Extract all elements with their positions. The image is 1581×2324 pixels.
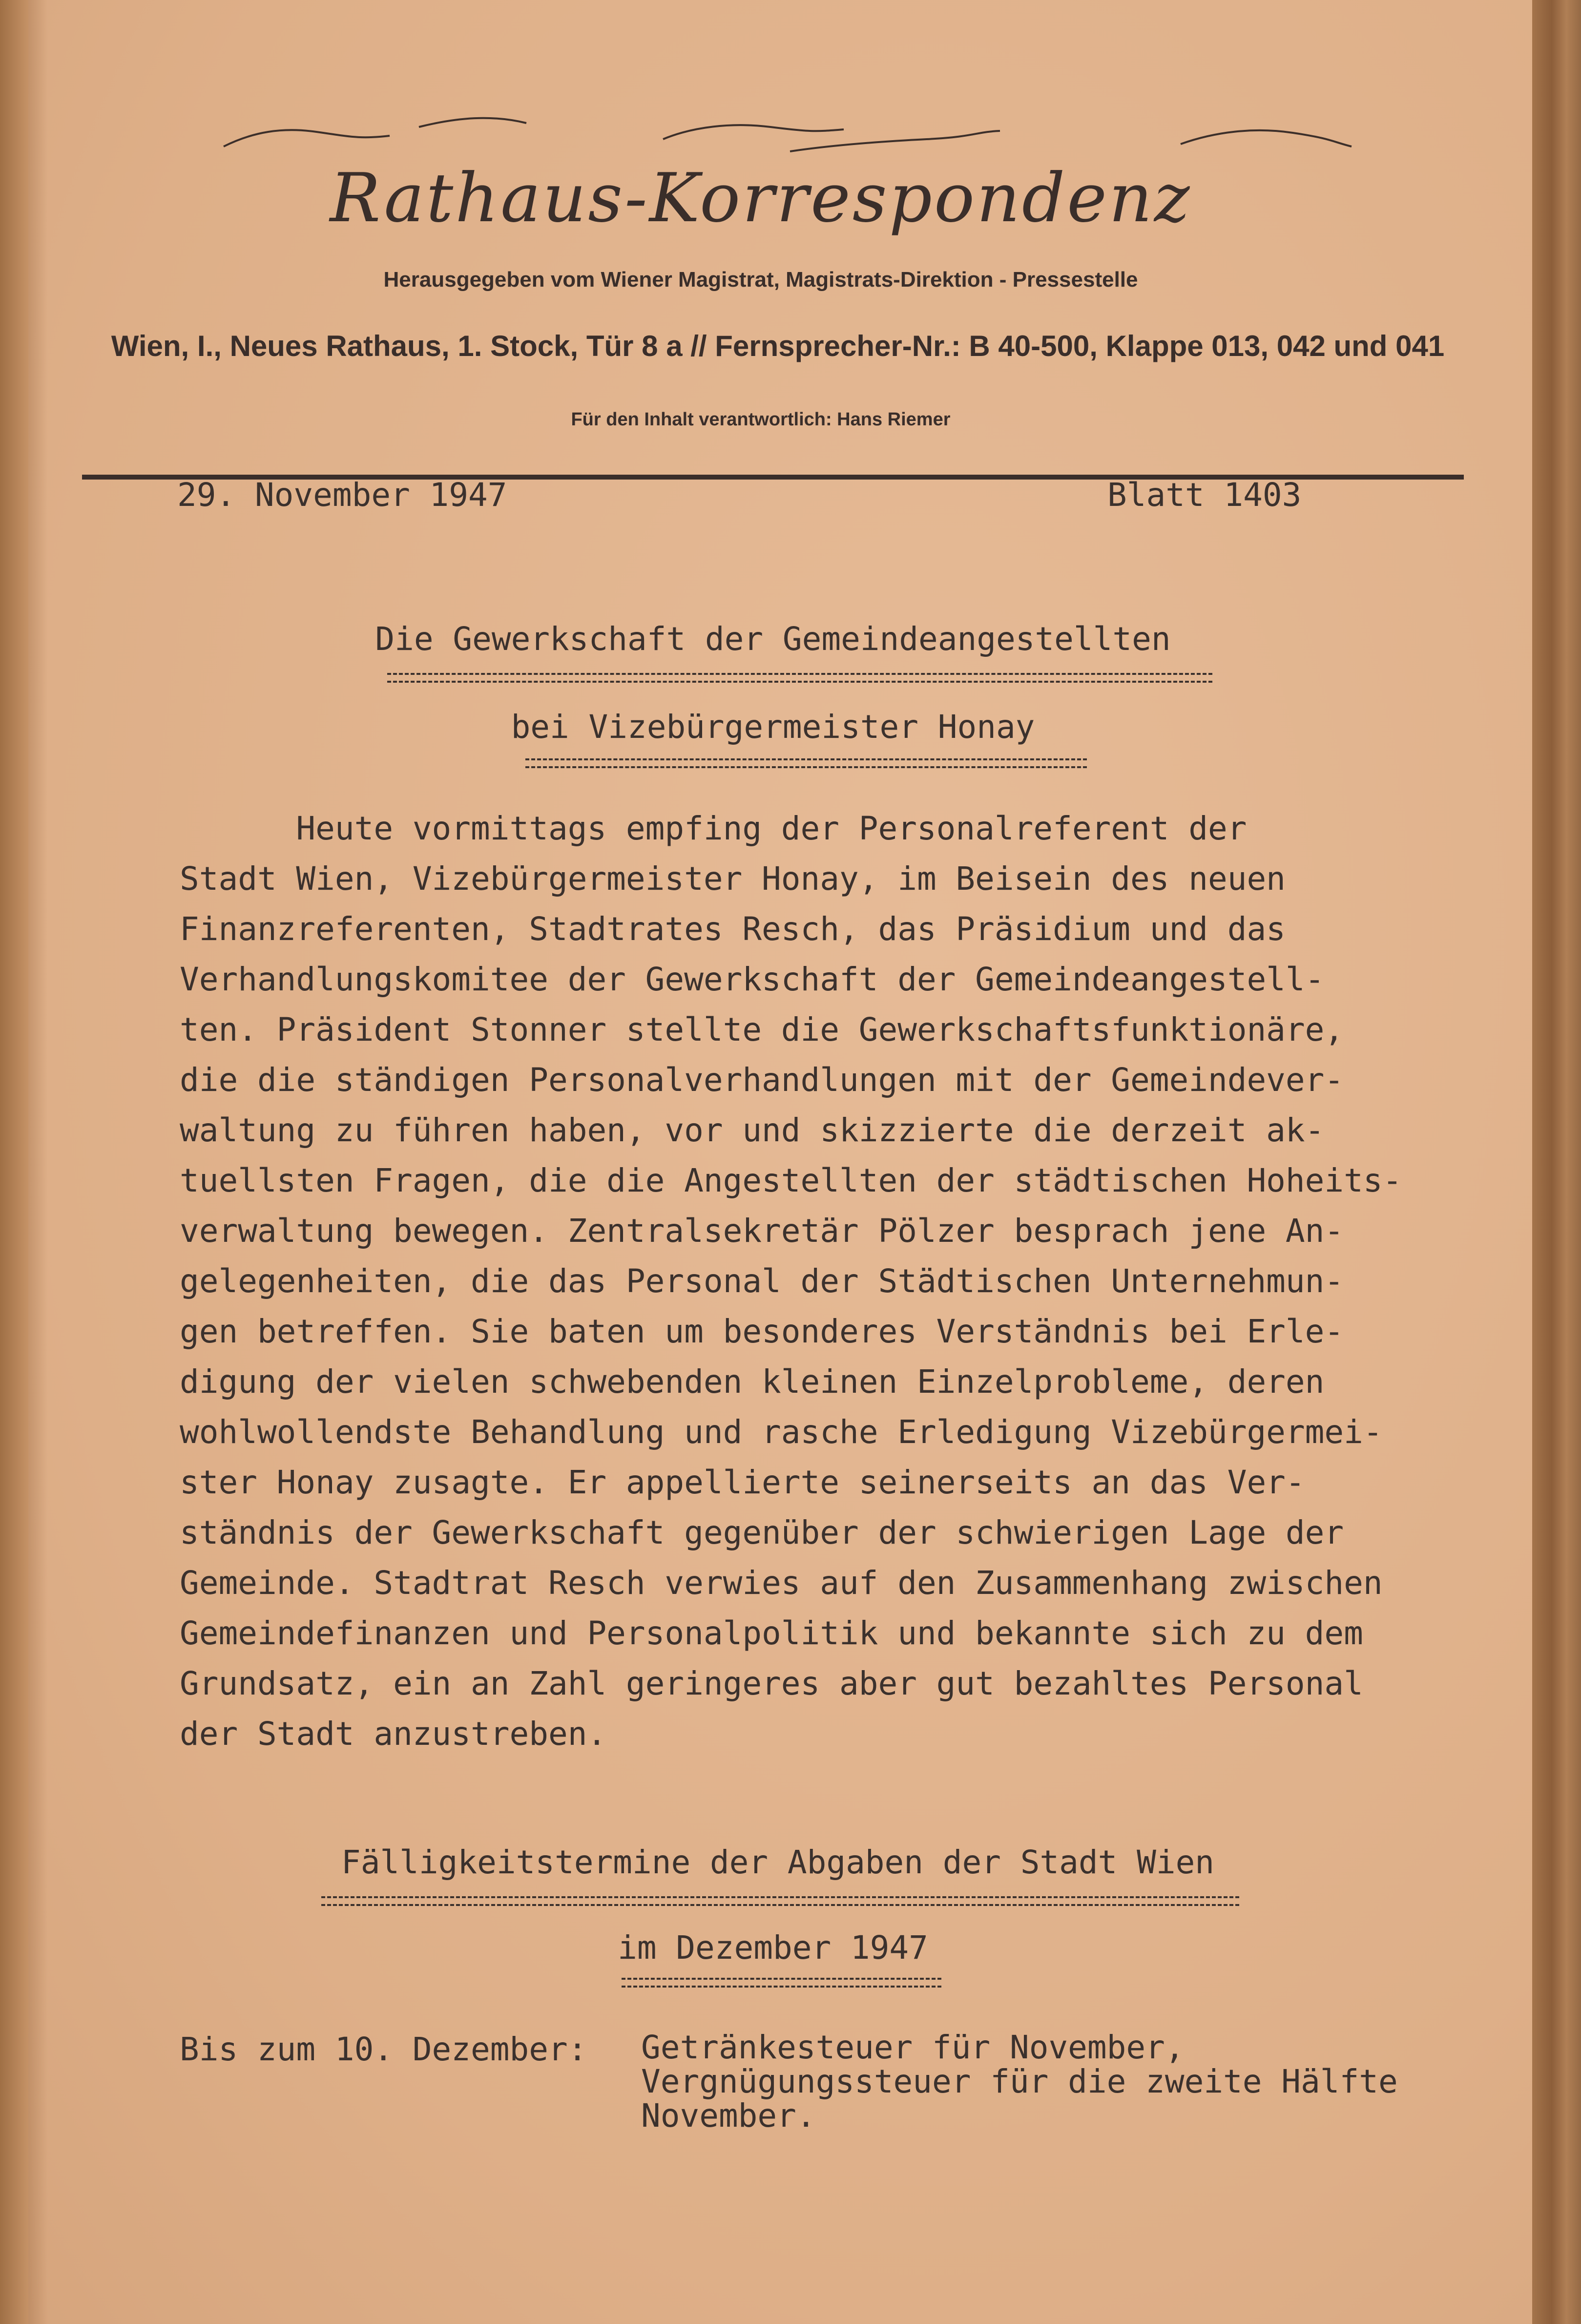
masthead-publisher: Herausgegeben vom Wiener Magistrat, Magistrats-Direktion - Pressestelle (383, 268, 1138, 292)
body-line: Verhandlungskomitee der Gewerkschaft der Gemeindeangestell- (180, 961, 1325, 998)
body-line: der Stadt anzustreben. (180, 1715, 607, 1753)
due-item: Vergnügungssteuer für die zweite Hälfte (641, 2063, 1398, 2100)
due-date-label: Bis zum 10. Dezember: (180, 2031, 587, 2068)
body-line: ten. Präsident Stonner stellte die Gewerkschaftsfunktionäre, (180, 1011, 1344, 1048)
issue-date: 29. November 1947 (177, 476, 507, 514)
body-line: Finanzreferenten, Stadtrates Resch, das Präsidium und das (180, 910, 1286, 948)
body-line: die die ständigen Personalverhandlungen mit der Gemeindever- (180, 1061, 1344, 1099)
article2-heading-line2: im Dezember 1947 (618, 1929, 928, 1967)
body-line: waltung zu führen haben, vor und skizzierte die derzeit ak- (180, 1111, 1325, 1149)
article1-body (180, 803, 1430, 1759)
ornament-stroke-left-top (419, 118, 526, 127)
article1-heading-line1: Die Gewerkschaft der Gemeindeangestellten (375, 620, 1171, 658)
article2-heading-line1: Fälligkeitstermine der Abgaben der Stadt Wien (341, 1843, 1215, 1881)
sheet-number: Blatt 1403 (1107, 476, 1302, 514)
body-line: verwaltung bewegen. Zentralsekretär Pölzer besprach jene An- (180, 1212, 1344, 1250)
article1-heading-line2: bei Vizebürgermeister Honay (511, 708, 1035, 746)
body-line: ster Honay zusagte. Er appellierte seinerseits an das Ver- (180, 1464, 1305, 1501)
article1-heading-underline1 (387, 673, 1212, 683)
body-line: Grundsatz, ein an Zahl geringeres aber gut bezahltes Personal (180, 1665, 1363, 1702)
body-line: digung der vielen schwebenden kleinen Einzelprobleme, deren (180, 1363, 1325, 1401)
body-line: ständnis der Gewerkschaft gegenüber der schwierigen Lage der (180, 1514, 1344, 1551)
body-line: Gemeindefinanzen und Personalpolitik und bekannte sich zu dem (180, 1614, 1363, 1652)
article1-heading-underline2 (525, 758, 1087, 768)
article2-heading-underline2 (622, 1978, 941, 1988)
ornament-stroke-center (663, 125, 844, 139)
body-line: Gemeinde. Stadtrat Resch verwies auf den Zusammenhang zwischen (180, 1564, 1383, 1602)
page-edge-right (1532, 0, 1581, 2324)
masthead-ornament (214, 112, 1361, 166)
page-edge-left (0, 0, 28, 2324)
masthead-address: Wien, I., Neues Rathaus, 1. Stock, Tür 8 a // Fernsprecher-Nr.: B 40-500, Klappe 013, 042 und 041 (111, 330, 1445, 362)
body-line: tuellsten Fragen, die die Angestellten der städtischen Hoheits- (180, 1162, 1402, 1199)
ornament-stroke-left (224, 130, 390, 147)
document-page (28, 0, 1532, 2324)
ornament-stroke-right (1181, 130, 1352, 147)
due-item: Getränkesteuer für November, (641, 2029, 1185, 2066)
body-line: Stadt Wien, Vizebürgermeister Honay, im Beisein des neuen (180, 860, 1286, 898)
due-item: November. (641, 2097, 816, 2135)
body-line: gen betreffen. Sie baten um besonderes Verständnis bei Erle- (180, 1313, 1344, 1350)
body-line: gelegenheiten, die das Personal der Städtischen Unternehmun- (180, 1262, 1344, 1300)
body-line: wohlwollendste Behandlung und rasche Erledigung Vizebürgermei- (180, 1413, 1383, 1451)
masthead-responsible: Für den Inhalt verantwortlich: Hans Riemer (571, 409, 951, 430)
masthead-title: Rathaus-Korrespondenz (330, 159, 1192, 237)
article2-heading-underline1 (321, 1896, 1239, 1906)
ornament-stroke-center-low (790, 131, 1000, 151)
due-items (641, 2031, 1398, 2133)
body-line: Heute vormittags empfing der Personalreferent der (180, 810, 1247, 847)
